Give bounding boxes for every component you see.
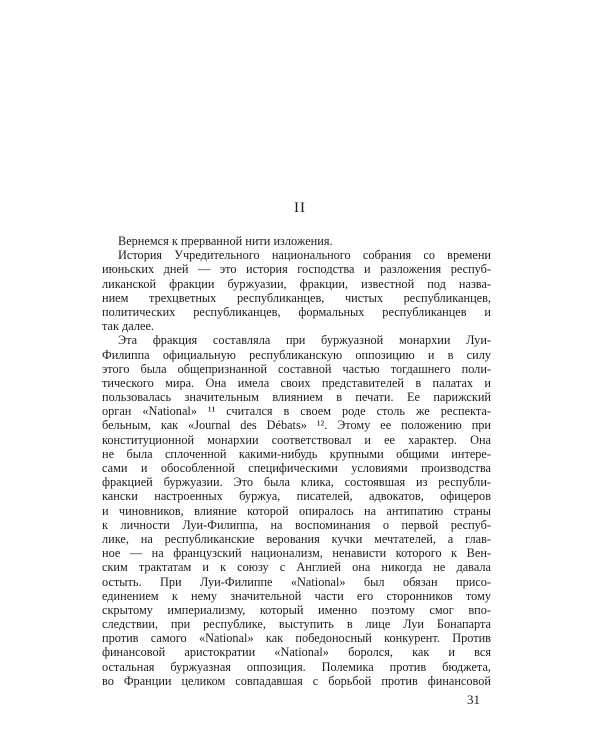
text-line: Филиппа официальную республиканскую оппозицию и в силу <box>102 347 491 362</box>
text-line: тического мира. Она имела своих представителей в палатах и <box>102 375 491 390</box>
body-text <box>102 234 491 688</box>
text-line: ским трактатам и к союзу с Англией она никогда не давала <box>102 560 491 575</box>
text-line: к личности Луи-Филиппа, на воспоминания о первой респуб- <box>102 517 491 532</box>
text-line: ликанской фракции буржуазии, фракции, известной под назва- <box>102 276 491 291</box>
text-line: июньских дней — это история господства и разложения респуб- <box>102 262 491 277</box>
section-number: II <box>294 200 306 216</box>
text-line: Вернемся к прерванной нити изложения. <box>118 234 333 248</box>
text-line: нием трехцветных республиканцев, чистых республиканцев, <box>102 290 491 305</box>
text-line: бельным, как «Journal des Débats» ¹². Этому ее положению при <box>102 418 491 433</box>
text-line: орган «National» ¹¹ считался в своем роде столь же респекта- <box>102 404 491 419</box>
page-number: 31 <box>467 692 480 707</box>
text-line: этого была общепризнанной составной частью тогдашнего поли- <box>102 361 491 376</box>
text-line: финансовой аристократии «National» боролся, как и вся <box>102 645 491 660</box>
text-line: следствии, при республике, выступить в лице Луи Бонапарта <box>102 617 491 632</box>
text-line: остыть. При Луи-Филиппе «National» был обязан присо- <box>102 574 491 589</box>
text-line: остальная буржуазная оппозиция. Полемика против бюджета, <box>102 659 491 674</box>
text-line: лике, на республиканские верования кучки мечтателей, а глав- <box>102 531 491 546</box>
text-line: кански настроенных буржуа, писателей, адвокатов, офицеров <box>102 489 491 504</box>
text-line: во Франции целиком совпадавшая с борьбой против финансовой <box>102 673 491 688</box>
text-line: так далее. <box>102 319 154 334</box>
text-line: ное — на французский национализм, ненависти которого к Вен- <box>102 546 491 561</box>
text-line: политических республиканцев, формальных республиканцев и <box>102 304 491 319</box>
text-line: единением к нему значительной части его сторонников тому <box>102 588 491 603</box>
text-line: скрытому империализму, который именно поэтому смог впо- <box>102 602 491 617</box>
text-line: Эта фракция составляла при буржуазной монархии Луи- <box>118 333 491 348</box>
text-line: фракцией буржуазии. Это была клика, состоявшая из республи- <box>102 475 491 490</box>
text-line: не была сплоченной какими-нибудь крупными общими интере- <box>102 446 491 461</box>
text-line: сами и обособленной специфическими условиями производства <box>102 461 491 475</box>
text-line: История Учредительного национального собрания со времени <box>118 248 491 263</box>
text-line: пользовалась значительным влиянием в печати. Ее парижский <box>102 390 491 405</box>
text-line: против самого «National» как победоносный конкурент. Против <box>102 631 491 646</box>
text-line: конституционной монархии соответствовал и ее характер. Она <box>102 432 491 447</box>
text-line: и чиновников, влияние которой опиралось на антипатию страны <box>102 503 491 518</box>
